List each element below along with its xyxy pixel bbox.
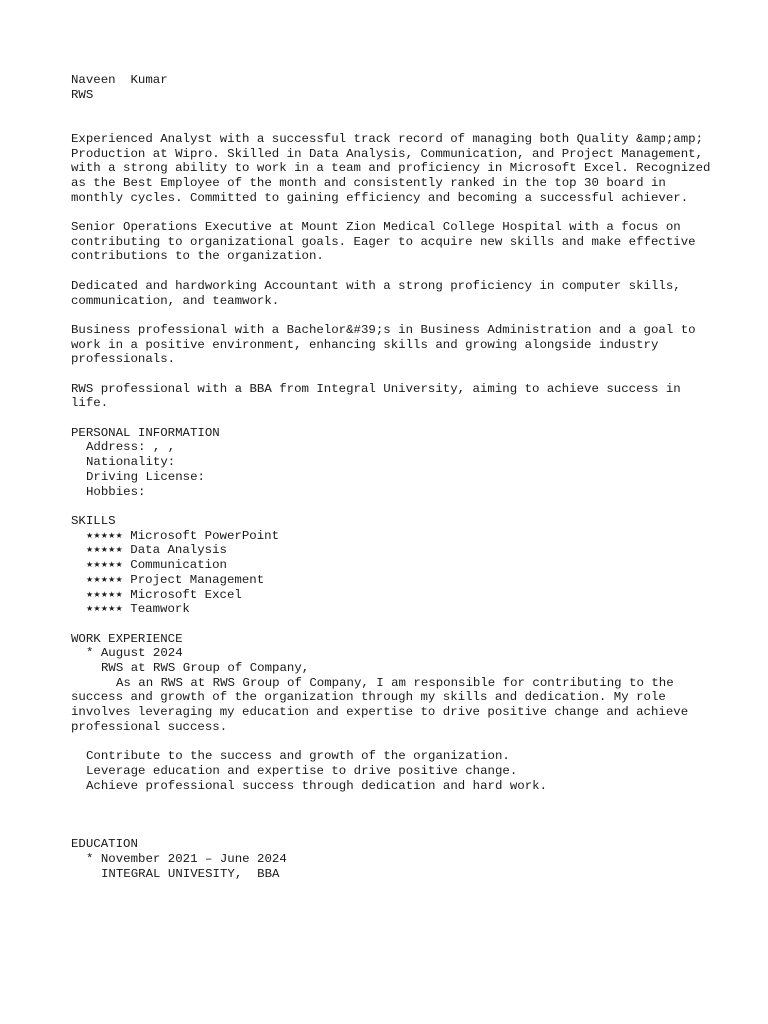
skill-name: Project Management bbox=[130, 572, 265, 587]
summary-paragraph-1: Experienced Analyst with a successful track record of managing both Quality &amp;amp; Production at Wipro. Skilled in Data Analysis, Communication, and Project Management, with a strong ability to work in a team and proficiency in Microsoft Excel. Recognized as the Best Employee of the month and consistently ranked in the top 30 board in monthly cycles. Committed to gaining efficiency and becoming a successful achiever. bbox=[71, 131, 718, 205]
skill-name: Communication bbox=[130, 558, 227, 573]
personal-hobbies: Hobbies: bbox=[86, 484, 146, 499]
star-rating-icon: ★★★★★ bbox=[86, 589, 123, 599]
skill-name: Microsoft Excel bbox=[130, 587, 242, 602]
education-school: INTEGRAL UNIVESITY, BBA bbox=[101, 866, 280, 881]
skill-item bbox=[71, 529, 711, 544]
skills-list bbox=[71, 529, 711, 617]
skill-item bbox=[71, 602, 711, 617]
personal-information-heading: PERSONAL INFORMATION bbox=[71, 425, 220, 440]
experience-point: Leverage education and expertise to drive positive change. bbox=[86, 763, 518, 778]
experience-role: RWS at RWS Group of Company, bbox=[101, 661, 310, 675]
star-rating-icon: ★★★★★ bbox=[86, 545, 123, 555]
star-rating-icon: ★★★★★ bbox=[86, 604, 123, 614]
summary-paragraph-2: Senior Operations Executive at Mount Zion Medical College Hospital with a focus on contributing to organizational goals. Eager to acquire new skills and make effective contributions to the organization. bbox=[71, 220, 704, 264]
star-rating-icon: ★★★★★ bbox=[86, 530, 123, 540]
skill-name: Data Analysis bbox=[130, 543, 227, 558]
skill-item bbox=[71, 573, 711, 588]
experience-points-list bbox=[71, 749, 711, 793]
experience-date: * August 2024 bbox=[86, 646, 183, 661]
applicant-name: Naveen Kumar bbox=[71, 73, 168, 87]
summary-paragraph-5: RWS professional with a BBA from Integral University, aiming to achieve success in life. bbox=[71, 381, 689, 411]
personal-address: Address: , , bbox=[86, 440, 176, 455]
work-experience-heading: WORK EXPERIENCE bbox=[71, 631, 183, 646]
summary-paragraph-4: Business professional with a Bachelor&#39;s in Business Administration and a goal to work in a positive environment, enhancing skills and growing alongside industry professionals. bbox=[71, 322, 704, 367]
skills-heading: SKILLS bbox=[71, 513, 116, 528]
skill-name: Teamwork bbox=[130, 602, 190, 617]
education-heading: EDUCATION bbox=[71, 837, 138, 852]
skill-name: Microsoft PowerPoint bbox=[130, 528, 280, 543]
resume-document bbox=[71, 73, 718, 882]
experience-description: As an RWS at RWS Group of Company, I am responsible for contributing to the success and growth of the organization through my skills and dedication. My role involves leveraging my education and expertise to drive positive change and achieve professional success. bbox=[71, 675, 696, 734]
star-rating-icon: ★★★★★ bbox=[86, 560, 123, 570]
skill-item bbox=[71, 588, 711, 603]
skill-item bbox=[71, 543, 711, 558]
applicant-title: RWS bbox=[71, 87, 94, 102]
skill-item bbox=[71, 558, 711, 573]
personal-driving-license: Driving License: bbox=[86, 469, 205, 484]
experience-point: Contribute to the success and growth of the organization. bbox=[86, 749, 510, 764]
experience-point: Achieve professional success through dedication and hard work. bbox=[86, 778, 548, 793]
education-date: * November 2021 – June 2024 bbox=[86, 852, 287, 867]
spacer bbox=[71, 102, 711, 131]
summary-paragraph-3: Dedicated and hardworking Accountant with a strong proficiency in computer skills, communication, and teamwork. bbox=[71, 278, 689, 308]
star-rating-icon: ★★★★★ bbox=[86, 574, 123, 584]
personal-nationality: Nationality: bbox=[86, 455, 176, 470]
